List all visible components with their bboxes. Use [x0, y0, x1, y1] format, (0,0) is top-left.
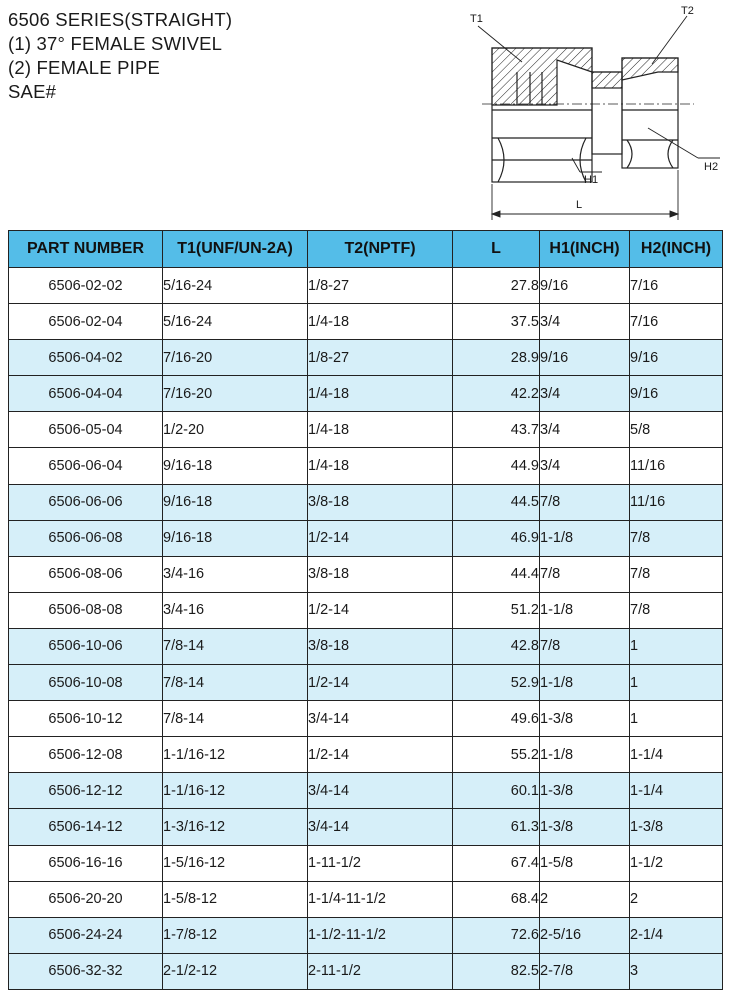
t2-cell: 3/8-18: [308, 484, 453, 520]
table-row: [9, 809, 723, 845]
length-cell: 51.2: [453, 592, 540, 628]
part-number-cell: 6506-06-06: [9, 484, 163, 520]
length-cell: 44.9: [453, 448, 540, 484]
part-number-cell: 6506-24-24: [9, 917, 163, 953]
end-1-description: (1) 37° FEMALE SWIVEL: [8, 33, 223, 54]
pipe-end-body: [622, 58, 678, 168]
t2-callout: [652, 5, 694, 64]
table-row: [9, 448, 723, 484]
t2-cell: 1/8-27: [308, 340, 453, 376]
t1-cell: 9/16-18: [163, 520, 308, 556]
h2-callout: [648, 128, 720, 173]
sae-label: SAE#: [8, 81, 57, 102]
part-number-cell: 6506-20-20: [9, 881, 163, 917]
h1-cell: 2-5/16: [540, 917, 630, 953]
end-2-description: (2) FEMALE PIPE: [8, 57, 161, 78]
header-t2: T2(NPTF): [308, 231, 453, 268]
part-number-cell: 6506-10-12: [9, 701, 163, 737]
part-number-cell: 6506-06-08: [9, 520, 163, 556]
h2-cell: 9/16: [630, 376, 723, 412]
h1-cell: 3/4: [540, 304, 630, 340]
t1-cell: 7/8-14: [163, 628, 308, 664]
part-number-cell: 6506-14-12: [9, 809, 163, 845]
swivel-nut-body: [492, 48, 592, 182]
t1-cell: 1-5/16-12: [163, 845, 308, 881]
part-number-cell: 6506-32-32: [9, 953, 163, 989]
t1-cell: 7/8-14: [163, 665, 308, 701]
header-length: L: [453, 231, 540, 268]
t2-cell: 1/4-18: [308, 412, 453, 448]
t1-cell: 5/16-24: [163, 304, 308, 340]
h1-cell: 2: [540, 881, 630, 917]
table-row: [9, 737, 723, 773]
length-cell: 42.2: [453, 376, 540, 412]
h2-cell: 3: [630, 953, 723, 989]
part-number-cell: 6506-02-04: [9, 304, 163, 340]
header-h2: H2(INCH): [630, 231, 723, 268]
part-number-cell: 6506-16-16: [9, 845, 163, 881]
part-number-cell: 6506-02-02: [9, 268, 163, 304]
length-cell: 68.4: [453, 881, 540, 917]
part-number-cell: 6506-12-08: [9, 737, 163, 773]
h1-cell: 1-1/8: [540, 737, 630, 773]
t1-label: T1: [470, 13, 483, 25]
t2-cell: 1/8-27: [308, 268, 453, 304]
h2-cell: 1: [630, 628, 723, 664]
h1-cell: 7/8: [540, 556, 630, 592]
t1-cell: 3/4-16: [163, 592, 308, 628]
length-cell: 46.9: [453, 520, 540, 556]
series-heading: [8, 8, 232, 104]
length-cell: 52.9: [453, 665, 540, 701]
table-row: [9, 701, 723, 737]
h1-cell: 1-3/8: [540, 701, 630, 737]
length-cell: 37.5: [453, 304, 540, 340]
table-row: [9, 628, 723, 664]
h2-cell: 1: [630, 665, 723, 701]
part-number-cell: 6506-04-04: [9, 376, 163, 412]
t1-cell: 2-1/2-12: [163, 953, 308, 989]
h2-cell: 5/8: [630, 412, 723, 448]
h2-cell: 11/16: [630, 484, 723, 520]
part-number-cell: 6506-05-04: [9, 412, 163, 448]
h2-cell: 1-1/4: [630, 737, 723, 773]
length-cell: 67.4: [453, 845, 540, 881]
t2-cell: 1/2-14: [308, 737, 453, 773]
table-row: [9, 773, 723, 809]
t1-cell: 1-1/16-12: [163, 773, 308, 809]
h2-cell: 1-1/4: [630, 773, 723, 809]
part-number-cell: 6506-08-08: [9, 592, 163, 628]
t2-cell: 3/8-18: [308, 628, 453, 664]
t1-cell: 1-5/8-12: [163, 881, 308, 917]
h1-cell: 3/4: [540, 448, 630, 484]
t2-label: T2: [681, 5, 694, 17]
h1-cell: 1-3/8: [540, 773, 630, 809]
length-cell: 44.4: [453, 556, 540, 592]
t1-cell: 1-7/8-12: [163, 917, 308, 953]
header-t1: T1(UNF/UN-2A): [163, 231, 308, 268]
h2-cell: 2-1/4: [630, 917, 723, 953]
t2-cell: 3/4-14: [308, 701, 453, 737]
length-cell: 28.9: [453, 340, 540, 376]
t1-cell: 3/4-16: [163, 556, 308, 592]
fitting-drawing: [462, 0, 730, 222]
table-row: [9, 340, 723, 376]
h1-cell: 7/8: [540, 628, 630, 664]
h2-cell: 11/16: [630, 448, 723, 484]
h2-label: H2: [704, 161, 719, 173]
t2-cell: 1-1/2-11-1/2: [308, 917, 453, 953]
t1-cell: 1-1/16-12: [163, 737, 308, 773]
t1-cell: 7/8-14: [163, 701, 308, 737]
length-cell: 43.7: [453, 412, 540, 448]
part-number-cell: 6506-12-12: [9, 773, 163, 809]
part-number-cell: 6506-10-06: [9, 628, 163, 664]
h1-cell: 1-3/8: [540, 809, 630, 845]
t2-cell: 1/2-14: [308, 592, 453, 628]
table-row: [9, 881, 723, 917]
table-row: [9, 953, 723, 989]
table-row: [9, 556, 723, 592]
t1-cell: 7/16-20: [163, 340, 308, 376]
h2-cell: 7/8: [630, 556, 723, 592]
table-row: [9, 520, 723, 556]
length-cell: 72.6: [453, 917, 540, 953]
h1-label: H1: [584, 174, 599, 186]
dimensions-table: [8, 230, 723, 990]
t2-cell: 1/2-14: [308, 665, 453, 701]
length-cell: 27.8: [453, 268, 540, 304]
h2-cell: 7/8: [630, 520, 723, 556]
h1-cell: 7/8: [540, 484, 630, 520]
h1-cell: 1-1/8: [540, 592, 630, 628]
h2-cell: 7/16: [630, 304, 723, 340]
t2-cell: 2-11-1/2: [308, 953, 453, 989]
h1-cell: 3/4: [540, 376, 630, 412]
h2-cell: 1: [630, 701, 723, 737]
header-part-number: PART NUMBER: [9, 231, 163, 268]
length-cell: 44.5: [453, 484, 540, 520]
t2-cell: 1-11-1/2: [308, 845, 453, 881]
fitting-neck: [592, 72, 622, 154]
l-label: L: [576, 199, 583, 211]
table-row: [9, 412, 723, 448]
table-row: [9, 268, 723, 304]
part-number-cell: 6506-10-08: [9, 665, 163, 701]
header-h1: H1(INCH): [540, 231, 630, 268]
length-cell: 61.3: [453, 809, 540, 845]
series-title: 6506 SERIES(STRAIGHT): [8, 9, 233, 30]
table-row: [9, 665, 723, 701]
table-row: [9, 917, 723, 953]
h2-cell: 1-3/8: [630, 809, 723, 845]
t1-cell: 7/16-20: [163, 376, 308, 412]
h2-cell: 9/16: [630, 340, 723, 376]
t2-cell: 1-1/4-11-1/2: [308, 881, 453, 917]
t2-cell: 1/2-14: [308, 520, 453, 556]
h1-cell: 1-1/8: [540, 665, 630, 701]
t2-cell: 1/4-18: [308, 448, 453, 484]
t2-cell: 1/4-18: [308, 376, 453, 412]
h2-cell: 2: [630, 881, 723, 917]
table-row: [9, 845, 723, 881]
h1-cell: 9/16: [540, 268, 630, 304]
length-cell: 60.1: [453, 773, 540, 809]
table-row: [9, 376, 723, 412]
t1-cell: 9/16-18: [163, 484, 308, 520]
h2-cell: 1-1/2: [630, 845, 723, 881]
t1-cell: 9/16-18: [163, 448, 308, 484]
length-cell: 42.8: [453, 628, 540, 664]
h1-cell: 2-7/8: [540, 953, 630, 989]
table-body: [9, 268, 723, 990]
t2-cell: 3/4-14: [308, 809, 453, 845]
length-cell: 49.6: [453, 701, 540, 737]
t2-cell: 3/4-14: [308, 773, 453, 809]
t2-cell: 3/8-18: [308, 556, 453, 592]
table-row: [9, 484, 723, 520]
h2-cell: 7/16: [630, 268, 723, 304]
h1-cell: 3/4: [540, 412, 630, 448]
t1-cell: 5/16-24: [163, 268, 308, 304]
t2-cell: 1/4-18: [308, 304, 453, 340]
length-cell: 55.2: [453, 737, 540, 773]
table-row: [9, 592, 723, 628]
part-number-cell: 6506-08-06: [9, 556, 163, 592]
t1-cell: 1/2-20: [163, 412, 308, 448]
h1-cell: 1-1/8: [540, 520, 630, 556]
h2-cell: 7/8: [630, 592, 723, 628]
table-row: [9, 304, 723, 340]
length-cell: 82.5: [453, 953, 540, 989]
part-number-cell: 6506-06-04: [9, 448, 163, 484]
part-number-cell: 6506-04-02: [9, 340, 163, 376]
h1-cell: 9/16: [540, 340, 630, 376]
table-header-row: [9, 231, 723, 268]
t1-cell: 1-3/16-12: [163, 809, 308, 845]
h1-cell: 1-5/8: [540, 845, 630, 881]
